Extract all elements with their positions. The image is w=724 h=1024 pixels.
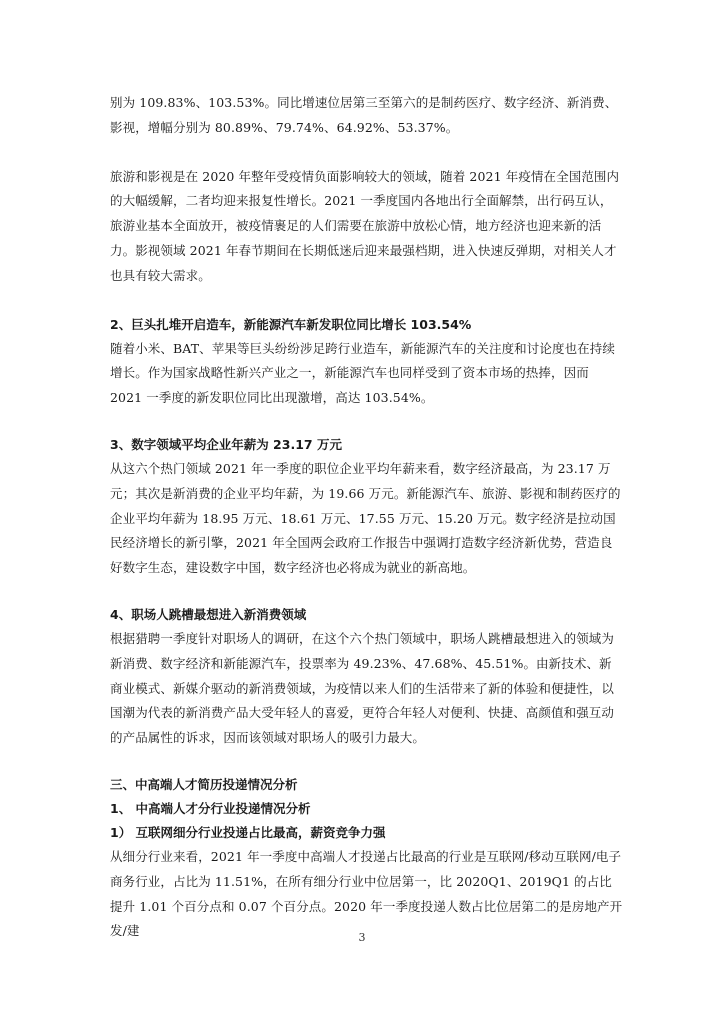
paragraph-new-energy-vehicles: 随着小米、BAT、苹果等巨头纷纷涉足跨行业造车，新能源汽车的关注度和讨论度也在持续增长。作为国家战略性新兴产业之一，新能源汽车也同样受到了资本市场的热捧，因而 2021 一季度的新发职位同比出现激增，高达 103.54%。 [110, 340, 615, 406]
page-number: 3 [358, 931, 366, 944]
subheading-industry-delivery: 1、 中高端人才分行业投递情况分析 [110, 800, 311, 816]
section-heading-resume-analysis: 三、中高端人才简历投递情况分析 [110, 776, 298, 792]
paragraph-job-switch: 根据猎聘一季度针对职场人的调研，在这个六个热门领域中，职场人跳槽最想进入的领域为新消费、数字经济和新能源汽车，投票率为 49.23%、47.68%、45.51%。由新技术、新商业模式、新媒介驱动的新消费领域，为疫情以来人们的生活带来了新的体验和便捷性，以国潮为代表的新消费产品大受年轻人的喜爱，更符合年轻人对便利、快捷、高颜值和强互动的产品属性的诉求，因而该领域对职场人的吸引力最大。 [110, 630, 615, 746]
heading-job-switch: 4、职场人跳槽最想进入新消费领域 [110, 606, 307, 622]
heading-new-energy-vehicles: 2、巨头扎堆开启造车，新能源汽车新发职位同比增长 103.54% [110, 316, 472, 332]
paragraph-digital-salary: 从这六个热门领域 2021 年一季度的职位企业平均年薪来看，数字经济最高，为 23.17 万元；其次是新消费的企业平均年薪，为 19.66 万元。新能源汽车、旅游、影视和制药医疗的企业平均年薪为 18.95 万元、18.61 万元、17.55 万元、15.20 万元。数字经济是拉动国民经济增长的新引擎，2021 年全国两会政府工作报告中强调打造数字经济新优势，营造良好数字生态，建设数字中国，数字经济也必将成为就业的新高地。 [110, 460, 621, 576]
heading-digital-salary: 3、数字领域平均企业年薪为 23.17 万元 [110, 436, 342, 452]
paragraph-internet-share: 从细分行业来看，2021 年一季度中高端人才投递占比最高的行业是互联网/移动互联网/电子商务行业，占比为 11.51%，在所有细分行业中位居第一，比 2020Q1、2019Q1 的占比提升 1.01 个百分点和 0.07 个百分点。2020 年一季度投递人数占比位居第二的是房地产开发/建 [110, 848, 623, 939]
paragraph-tourism-film: 旅游和影视是在 2020 年整年受疫情负面影响较大的领域，随着 2021 年疫情在全国范围内的大幅缓解，二者均迎来报复性增长。2021 一季度国内各地出行全面解禁，出行码互认，旅游业基本全面放开，被疫情裹足的人们需要在旅游中放松心情，地方经济也迎来新的活力。影视领域 2021 年春节期间在长期低迷后迎来最强档期，进入快速反弹期，对相关人才也具有较大需求。 [110, 168, 620, 283]
subheading-internet-share: 1） 互联网细分行业投递占比最高，薪资竞争力强 [110, 824, 386, 840]
paragraph-growth-rates: 别为 109.83%、103.53%。同比增速位居第三至第六的是制药医疗、数字经济、新消费、影视，增幅分别为 80.89%、79.74%、64.92%、53.37%。 [110, 95, 618, 135]
page-content [110, 91, 624, 944]
